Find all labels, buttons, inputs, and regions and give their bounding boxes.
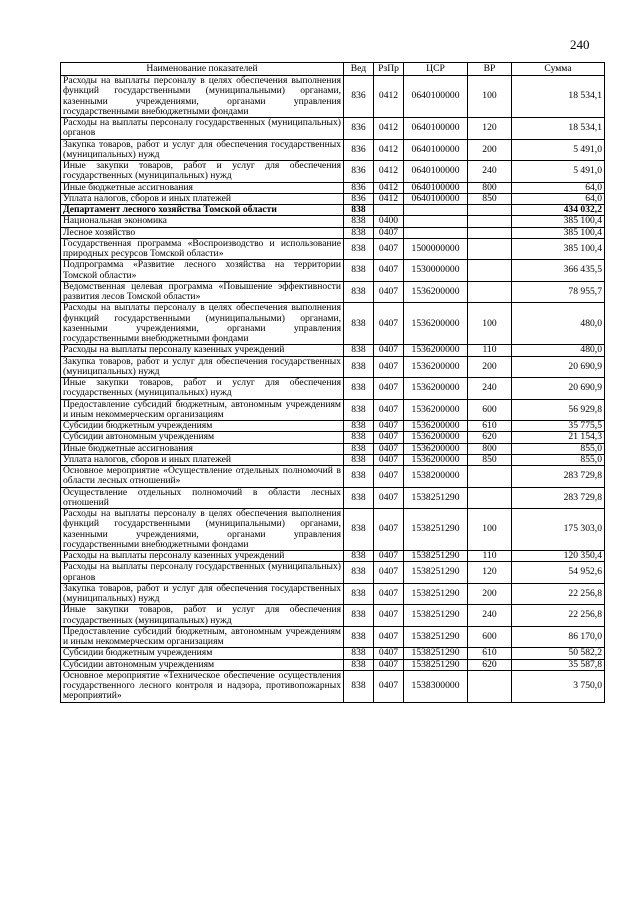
cell-rzpr: 0412 [374, 182, 404, 193]
cell-ved: 836 [344, 161, 374, 183]
cell-csr: 1538251290 [404, 583, 468, 605]
cell-ved: 838 [344, 551, 374, 562]
cell-vr: 200 [468, 583, 512, 605]
cell-vr: 600 [468, 399, 512, 421]
table-row [61, 356, 605, 378]
table-row [61, 161, 605, 183]
cell-ved: 836 [344, 139, 374, 161]
cell-sum: 78 955,7 [512, 281, 605, 303]
table-row [61, 378, 605, 400]
cell-rzpr: 0407 [374, 466, 404, 488]
table-row [61, 303, 605, 345]
cell-sum: 3 750,0 [512, 670, 605, 702]
cell-vr: 100 [468, 509, 512, 551]
table-row [61, 583, 605, 605]
cell-rzpr: 0407 [374, 583, 404, 605]
cell-csr [404, 227, 468, 238]
cell-rzpr: 0407 [374, 432, 404, 443]
cell-ved: 838 [344, 583, 374, 605]
cell-vr: 100 [468, 76, 512, 118]
cell-rzpr [374, 205, 404, 216]
table-row [61, 562, 605, 584]
cell-ved: 838 [344, 216, 374, 227]
cell-ved: 838 [344, 648, 374, 659]
cell-ved: 838 [344, 605, 374, 627]
table-row [61, 454, 605, 465]
cell-rzpr: 0407 [374, 238, 404, 260]
table-row [61, 421, 605, 432]
table-row [61, 76, 605, 118]
table-row [61, 466, 605, 488]
cell-sum: 120 350,4 [512, 551, 605, 562]
cell-csr: 0640100000 [404, 118, 468, 140]
cell-ved: 838 [344, 466, 374, 488]
cell-rzpr: 0407 [374, 659, 404, 670]
cell-rzpr: 0407 [374, 227, 404, 238]
cell-sum: 50 582,2 [512, 648, 605, 659]
cell-rzpr: 0412 [374, 193, 404, 204]
cell-ved: 838 [344, 443, 374, 454]
cell-sum: 54 952,6 [512, 562, 605, 584]
cell-csr: 1538251290 [404, 562, 468, 584]
cell-name: Уплата налогов, сборов и иных платежей [61, 193, 344, 204]
cell-csr: 1536200000 [404, 356, 468, 378]
cell-csr: 0640100000 [404, 76, 468, 118]
cell-name: Ведомственная целевая программа «Повышение эффективности развития лесов Томской области» [61, 281, 344, 303]
cell-csr: 1538200000 [404, 466, 468, 488]
cell-name: Расходы на выплаты персоналу казенных учреждений [61, 551, 344, 562]
cell-rzpr: 0407 [374, 443, 404, 454]
cell-name: Расходы на выплаты персоналу в целях обеспечения выполнения функций государственными (муниципальными) органами, казенными учреждениями, органами управления государственными внебюджетными фондами [61, 303, 344, 345]
cell-ved: 838 [344, 659, 374, 670]
cell-rzpr: 0407 [374, 421, 404, 432]
cell-sum: 64,0 [512, 182, 605, 193]
table-row [61, 281, 605, 303]
cell-csr: 1538251290 [404, 605, 468, 627]
table-row [61, 345, 605, 356]
cell-name: Департамент лесного хозяйства Томской области [61, 205, 344, 216]
cell-name: Закупка товаров, работ и услуг для обеспечения государственных (муниципальных) нужд [61, 356, 344, 378]
cell-vr: 600 [468, 626, 512, 648]
cell-csr: 1538251290 [404, 509, 468, 551]
cell-rzpr: 0407 [374, 303, 404, 345]
cell-name: Субсидии бюджетным учреждениям [61, 648, 344, 659]
cell-sum: 56 929,8 [512, 399, 605, 421]
cell-rzpr: 0412 [374, 161, 404, 183]
cell-ved: 838 [344, 356, 374, 378]
cell-ved: 838 [344, 238, 374, 260]
cell-sum: 35 775,5 [512, 421, 605, 432]
budget-table [60, 62, 605, 703]
cell-csr: 1538251290 [404, 551, 468, 562]
cell-rzpr: 0400 [374, 216, 404, 227]
cell-vr: 120 [468, 118, 512, 140]
cell-name: Субсидии бюджетным учреждениям [61, 421, 344, 432]
cell-rzpr: 0407 [374, 356, 404, 378]
table-row [61, 118, 605, 140]
table-row [61, 443, 605, 454]
cell-csr [404, 216, 468, 227]
table-body [61, 76, 605, 703]
cell-sum: 385 100,4 [512, 216, 605, 227]
table-row [61, 509, 605, 551]
cell-vr: 240 [468, 378, 512, 400]
cell-rzpr: 0412 [374, 118, 404, 140]
cell-csr: 1536200000 [404, 443, 468, 454]
cell-vr: 240 [468, 605, 512, 627]
cell-csr: 1536200000 [404, 303, 468, 345]
cell-csr: 0640100000 [404, 182, 468, 193]
cell-rzpr: 0407 [374, 670, 404, 702]
cell-name: Расходы на выплаты персоналу в целях обеспечения выполнения функций государственными (муниципальными) органами, казенными учреждениями, органами управления государственными внебюджетными фондами [61, 76, 344, 118]
cell-ved: 838 [344, 281, 374, 303]
cell-name: Расходы на выплаты персоналу казенных учреждений [61, 345, 344, 356]
cell-csr: 1536200000 [404, 399, 468, 421]
table-row [61, 227, 605, 238]
table-row [61, 399, 605, 421]
cell-ved: 838 [344, 626, 374, 648]
cell-ved: 838 [344, 562, 374, 584]
cell-rzpr: 0407 [374, 378, 404, 400]
cell-vr [468, 487, 512, 509]
table-row [61, 216, 605, 227]
cell-ved: 838 [344, 260, 374, 282]
cell-name: Государственная программа «Воспроизводство и использование природных ресурсов Томской области» [61, 238, 344, 260]
header-ved: Вед [344, 63, 374, 76]
cell-vr [468, 466, 512, 488]
header-vr: ВР [468, 63, 512, 76]
header-name: Наименование показателей [61, 63, 344, 76]
cell-rzpr: 0407 [374, 626, 404, 648]
cell-vr: 120 [468, 562, 512, 584]
cell-rzpr: 0407 [374, 345, 404, 356]
cell-name: Осуществление отдельных полномочий в области лесных отношений [61, 487, 344, 509]
cell-name: Закупка товаров, работ и услуг для обеспечения государственных (муниципальных) нужд [61, 583, 344, 605]
cell-vr: 850 [468, 454, 512, 465]
cell-ved: 838 [344, 454, 374, 465]
table-row [61, 626, 605, 648]
cell-csr: 1538300000 [404, 670, 468, 702]
cell-sum: 21 154,3 [512, 432, 605, 443]
table-row [61, 205, 605, 216]
cell-sum: 18 534,1 [512, 76, 605, 118]
cell-ved: 836 [344, 76, 374, 118]
cell-csr: 1538251290 [404, 659, 468, 670]
cell-name: Иные закупки товаров, работ и услуг для обеспечения государственных (муниципальных) нужд [61, 605, 344, 627]
cell-sum: 385 100,4 [512, 238, 605, 260]
cell-vr: 620 [468, 432, 512, 443]
cell-vr: 610 [468, 421, 512, 432]
cell-vr [468, 260, 512, 282]
cell-vr: 620 [468, 659, 512, 670]
header-rzpr: РзПр [374, 63, 404, 76]
cell-sum: 855,0 [512, 443, 605, 454]
cell-name: Предоставление субсидий бюджетным, автономным учреждениям и иным некоммерческим организациям [61, 399, 344, 421]
cell-sum: 22 256,8 [512, 583, 605, 605]
table-row [61, 139, 605, 161]
cell-name: Уплата налогов, сборов и иных платежей [61, 454, 344, 465]
cell-sum: 385 100,4 [512, 227, 605, 238]
cell-ved: 838 [344, 227, 374, 238]
cell-csr: 1536200000 [404, 345, 468, 356]
table-row [61, 260, 605, 282]
cell-rzpr: 0407 [374, 260, 404, 282]
cell-vr: 850 [468, 193, 512, 204]
cell-sum: 283 729,8 [512, 466, 605, 488]
cell-rzpr: 0407 [374, 551, 404, 562]
cell-rzpr: 0407 [374, 487, 404, 509]
cell-vr: 200 [468, 356, 512, 378]
table-row [61, 670, 605, 702]
cell-name: Расходы на выплаты персоналу государственных (муниципальных) органов [61, 562, 344, 584]
cell-csr: 1536200000 [404, 454, 468, 465]
cell-ved: 838 [344, 432, 374, 443]
table-row [61, 659, 605, 670]
cell-rzpr: 0407 [374, 648, 404, 659]
cell-name: Основное мероприятие «Техническое обеспечение осуществления государственного лесного контроля и надзора, противопожарных мероприятий» [61, 670, 344, 702]
cell-csr: 0640100000 [404, 193, 468, 204]
cell-ved: 836 [344, 118, 374, 140]
cell-name: Предоставление субсидий бюджетным, автономным учреждениям и иным некоммерческим организациям [61, 626, 344, 648]
cell-csr: 0640100000 [404, 139, 468, 161]
cell-name: Расходы на выплаты персоналу в целях обеспечения выполнения функций государственными (муниципальными) органами, казенными учреждениями, органами управления государственными внебюджетными фондами [61, 509, 344, 551]
cell-sum: 283 729,8 [512, 487, 605, 509]
cell-rzpr: 0407 [374, 281, 404, 303]
cell-rzpr: 0407 [374, 454, 404, 465]
cell-csr: 1538251290 [404, 626, 468, 648]
cell-rzpr: 0407 [374, 562, 404, 584]
cell-vr [468, 227, 512, 238]
cell-vr: 240 [468, 161, 512, 183]
cell-name: Субсидии автономным учреждениям [61, 432, 344, 443]
cell-vr: 110 [468, 551, 512, 562]
cell-sum: 18 534,1 [512, 118, 605, 140]
cell-name: Национальная экономика [61, 216, 344, 227]
cell-sum: 480,0 [512, 303, 605, 345]
cell-rzpr: 0407 [374, 399, 404, 421]
cell-vr [468, 205, 512, 216]
cell-rzpr: 0407 [374, 509, 404, 551]
table-row [61, 238, 605, 260]
cell-name: Подпрограмма «Развитие лесного хозяйства на территории Томской области» [61, 260, 344, 282]
cell-vr: 800 [468, 443, 512, 454]
cell-csr: 1538251290 [404, 648, 468, 659]
cell-ved: 838 [344, 205, 374, 216]
table-row [61, 487, 605, 509]
cell-sum: 20 690,9 [512, 356, 605, 378]
table-row [61, 551, 605, 562]
header-csr: ЦСР [404, 63, 468, 76]
cell-name: Субсидии автономным учреждениям [61, 659, 344, 670]
cell-vr [468, 216, 512, 227]
page-number: 240 [570, 37, 590, 52]
cell-ved: 838 [344, 509, 374, 551]
cell-rzpr: 0407 [374, 605, 404, 627]
cell-name: Иные бюджетные ассигнования [61, 443, 344, 454]
cell-ved: 836 [344, 182, 374, 193]
cell-sum: 22 256,8 [512, 605, 605, 627]
cell-csr: 1536200000 [404, 432, 468, 443]
cell-csr: 1500000000 [404, 238, 468, 260]
cell-sum: 35 587,8 [512, 659, 605, 670]
cell-sum: 434 032,2 [512, 205, 605, 216]
cell-sum: 480,0 [512, 345, 605, 356]
cell-name: Иные закупки товаров, работ и услуг для обеспечения государственных (муниципальных) нужд [61, 161, 344, 183]
cell-name: Иные закупки товаров, работ и услуг для обеспечения государственных (муниципальных) нужд [61, 378, 344, 400]
table-row [61, 605, 605, 627]
cell-csr: 1536200000 [404, 378, 468, 400]
cell-csr: 1538251290 [404, 487, 468, 509]
cell-name: Закупка товаров, работ и услуг для обеспечения государственных (муниципальных) нужд [61, 139, 344, 161]
cell-sum: 175 303,0 [512, 509, 605, 551]
cell-ved: 836 [344, 193, 374, 204]
cell-vr [468, 670, 512, 702]
cell-sum: 5 491,0 [512, 139, 605, 161]
cell-ved: 838 [344, 487, 374, 509]
table-row [61, 648, 605, 659]
cell-csr [404, 205, 468, 216]
cell-ved: 838 [344, 670, 374, 702]
table-header-row [61, 63, 605, 76]
cell-name: Иные бюджетные ассигнования [61, 182, 344, 193]
cell-ved: 838 [344, 378, 374, 400]
cell-vr: 110 [468, 345, 512, 356]
cell-vr: 200 [468, 139, 512, 161]
cell-sum: 86 170,0 [512, 626, 605, 648]
cell-csr: 1536200000 [404, 421, 468, 432]
cell-csr: 1530000000 [404, 260, 468, 282]
cell-sum: 855,0 [512, 454, 605, 465]
cell-vr [468, 281, 512, 303]
cell-ved: 838 [344, 399, 374, 421]
table-row [61, 182, 605, 193]
cell-vr: 800 [468, 182, 512, 193]
cell-ved: 838 [344, 421, 374, 432]
cell-vr: 100 [468, 303, 512, 345]
cell-vr [468, 238, 512, 260]
cell-ved: 838 [344, 303, 374, 345]
cell-sum: 64,0 [512, 193, 605, 204]
cell-name: Расходы на выплаты персоналу государственных (муниципальных) органов [61, 118, 344, 140]
table-row [61, 432, 605, 443]
table-row [61, 193, 605, 204]
cell-sum: 366 435,5 [512, 260, 605, 282]
cell-csr: 0640100000 [404, 161, 468, 183]
cell-vr: 610 [468, 648, 512, 659]
cell-sum: 20 690,9 [512, 378, 605, 400]
cell-name: Лесное хозяйство [61, 227, 344, 238]
cell-name: Основное мероприятие «Осуществление отдельных полномочий в области лесных отношений» [61, 466, 344, 488]
cell-sum: 5 491,0 [512, 161, 605, 183]
cell-rzpr: 0412 [374, 76, 404, 118]
header-sum: Сумма [512, 63, 605, 76]
cell-csr: 1536200000 [404, 281, 468, 303]
cell-ved: 838 [344, 345, 374, 356]
cell-rzpr: 0412 [374, 139, 404, 161]
